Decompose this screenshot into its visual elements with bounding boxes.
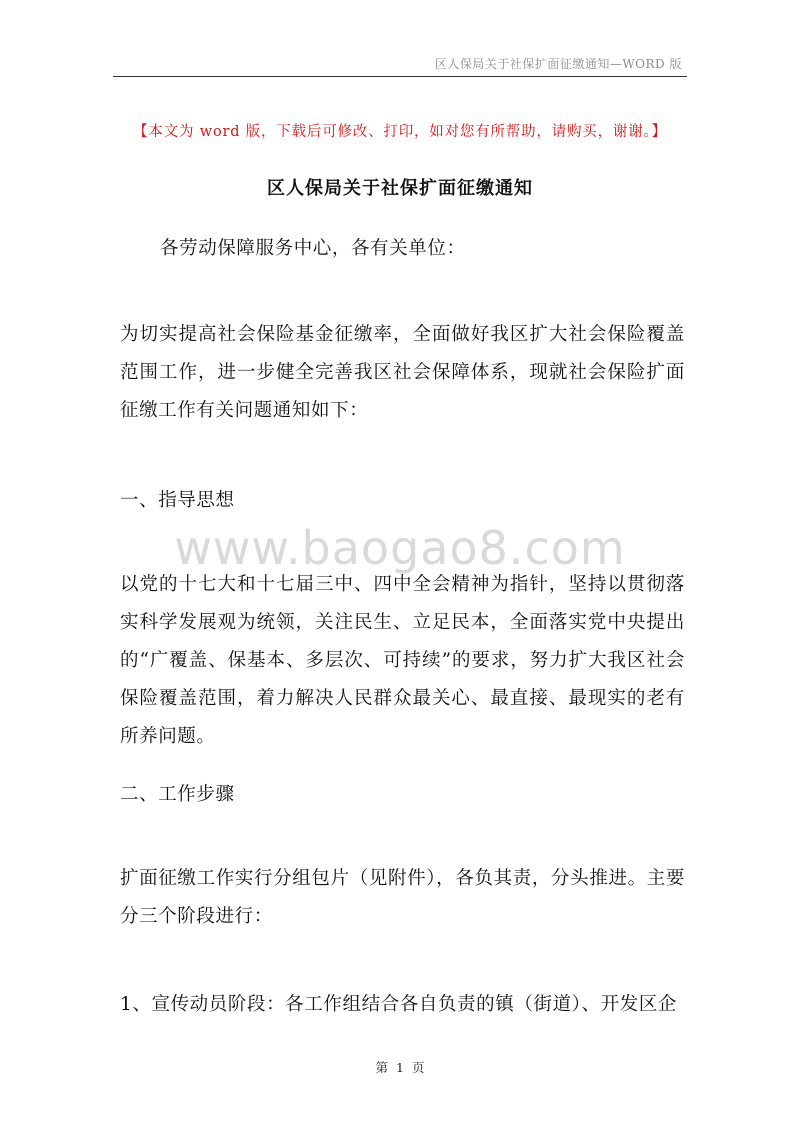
purchase-notice: 【本文为 word 版，下载后可修改、打印，如对您有所帮助，请购买，谢谢。】 [133, 124, 667, 140]
header-divider [113, 76, 687, 77]
salutation: 各劳动保障服务中心，各有关单位： [160, 238, 466, 259]
step-one-paragraph: 1、宣传动员阶段：各工作组结合各自负责的镇（街道）、开发区企 [120, 994, 678, 1015]
watermark: www.baogao8.com [174, 521, 626, 575]
section-heading-guiding-thought: 一、指导思想 [120, 490, 235, 511]
intro-paragraph: 为切实提高社会保险基金征缴率，全面做好我区扩大社会保险覆盖范围工作，进一步健全完善我区社会保障体系，现就社会保险扩面征缴工作有关问题通知如下： [120, 324, 685, 421]
running-header: 区人保局关于社保扩面征缴通知—WORD 版 [434, 57, 682, 71]
page-number: 第 1 页 [375, 1060, 425, 1075]
guiding-thought-paragraph: 以党的十七大和十七届三中、四中全会精神为指针，坚持以贯彻落实科学发展观为统领，关注民生、立足民本，全面落实党中央提出的“广覆盖、保基本、多层次、可持续”的要求，努力扩大我区社会保险覆盖范围，着力解决人民群众最关心、最直接、最现实的老有所养问题。 [120, 574, 685, 747]
section-heading-work-steps: 二、工作步骤 [120, 784, 235, 805]
work-steps-paragraph: 扩面征缴工作实行分组包片（见附件），各负其责，分头推进。主要分三个阶段进行： [120, 868, 685, 927]
document-title: 区人保局关于社保扩面征缴通知 [267, 178, 533, 199]
